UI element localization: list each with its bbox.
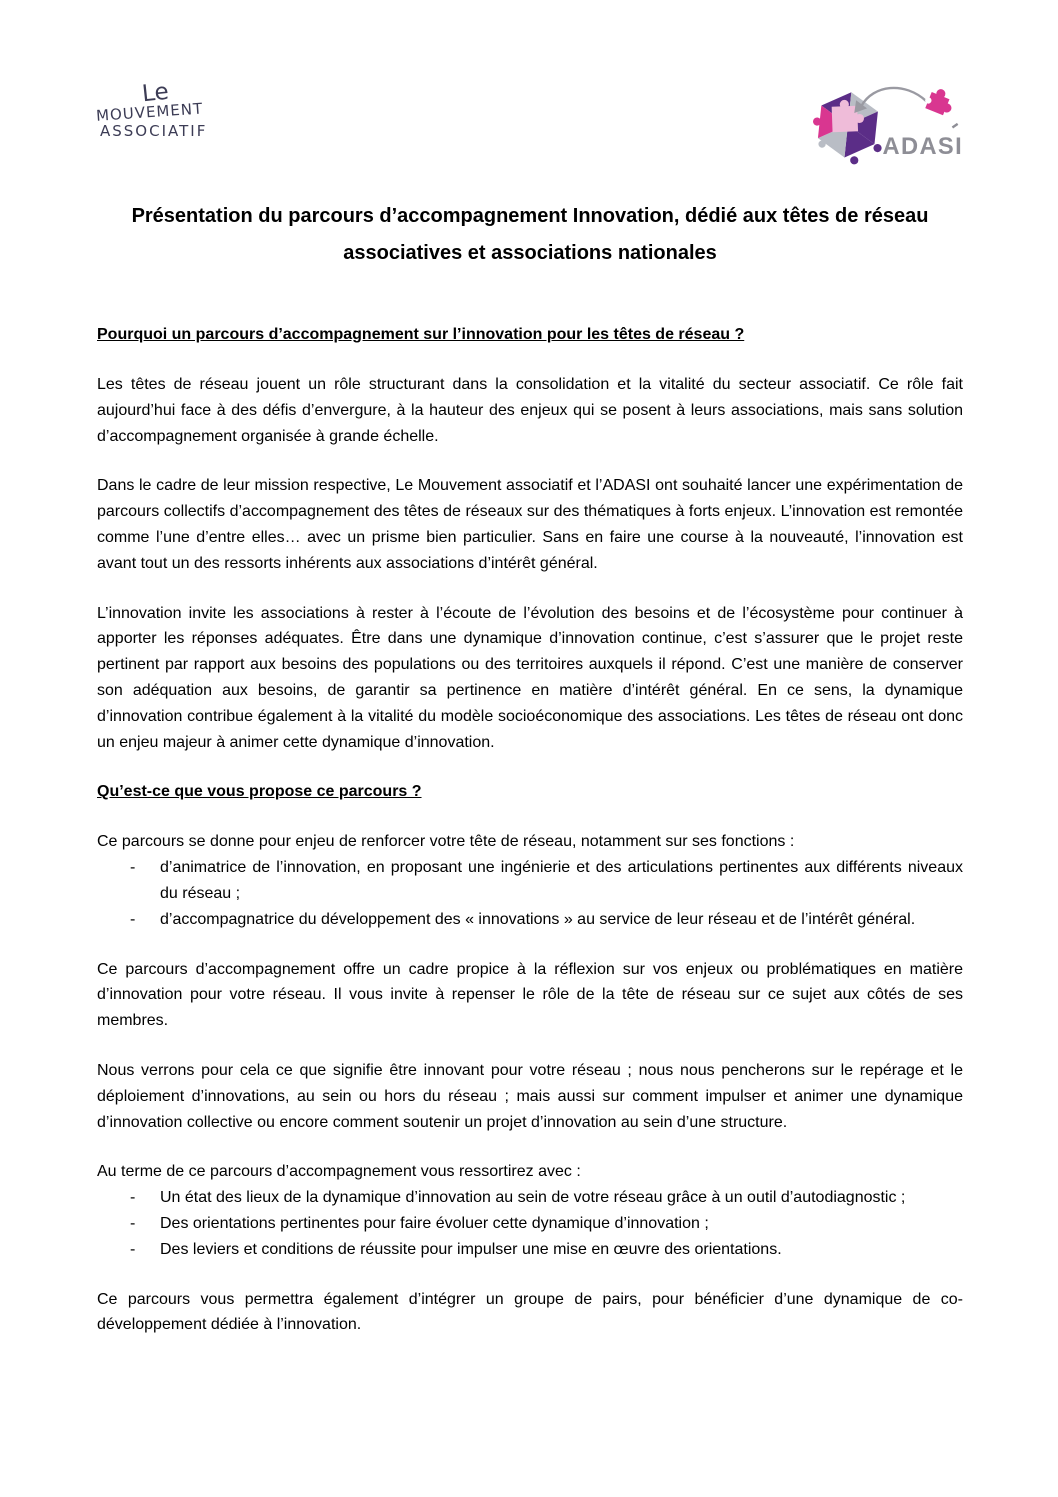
paragraph-roles: Les têtes de réseau jouent un rôle structurant dans la consolidation et la vitalité du secteur associatif. Ce rôle fait aujourd’hui face à des défis d’envergure, à la hauteur des enjeux qui se posent à leurs associations, mais sans solution d’accompagnement organisée à grande échelle. xyxy=(97,376,963,445)
mouvement-logo-line3: ASSOCIATIF xyxy=(100,122,208,140)
bullet-marker: - xyxy=(130,1214,136,1232)
paragraph-functions-intro: Ce parcours se donne pour enjeu de renforcer votre tête de réseau, notamment sur ses fonctions : xyxy=(97,833,795,851)
bullet-marker: - xyxy=(130,1240,136,1258)
paragraph-outcomes-intro: Au terme de ce parcours d’accompagnement vous ressortirez avec : xyxy=(97,1163,581,1181)
section-heading-why: Pourquoi un parcours d’accompagnement sur l’innovation pour les têtes de réseau ? xyxy=(97,326,745,343)
paragraph-program: Nous verrons pour cela ce que signifie être innovant pour votre réseau ; nous nous pencherons sur le repérage et le déploiement d’innovations, au sein ou hors du réseau ; mais aussi sur comment impulser et animer une dynamique d’innovation collective ou encore comment soutenir un projet d’innovation au sein d’une structure. xyxy=(97,1061,963,1131)
outcomes-list xyxy=(97,1185,963,1262)
adasi-logo-graphic xyxy=(806,78,970,168)
functions-list xyxy=(97,855,963,932)
paragraph-mission: Dans le cadre de leur mission respective, Le Mouvement associatif et l’ADASI ont souhaité lancer une expérimentation de parcours collectifs d’accompagnement des têtes de réseaux sur des thématiques à forts enjeux. L’innovation est remontée comme l’une d’entre elles… avec un prisme bien particulier. Sans en faire une course à la nouveauté, l’innovation est avant tout un des ressorts inhérents aux associations d’intérêt général. xyxy=(97,477,963,572)
list-item-text: Des orientations pertinentes pour faire évoluer cette dynamique d’innovation ; xyxy=(160,1214,709,1232)
bullet-marker: - xyxy=(130,1189,136,1207)
paragraph-framework: Ce parcours d’accompagnement offre un cadre propice à la réflexion sur vos enjeux ou problématiques en matière d’innovation pour votre réseau. Il vous invite à repenser le rôle de la tête de réseau sur ce sujet aux côtés de ses membres. xyxy=(97,960,963,1030)
mouvement-associatif-logo xyxy=(96,80,207,139)
bullet-marker: - xyxy=(130,859,136,877)
adasi-logo xyxy=(806,78,970,168)
paragraph-peer-group: Ce parcours vous permettra également d’intégrer un groupe de pairs, pour bénéficier d’une dynamique de co-développement dédiée à l’innovation. xyxy=(97,1290,963,1334)
puzzle-hexagon xyxy=(809,89,887,168)
document-title: Présentation du parcours d’accompagnement Innovation, dédié aux têtes de réseau associatives et associations nationales xyxy=(131,205,929,264)
adasi-wordmark: ADASI xyxy=(882,133,964,160)
bullet-marker: - xyxy=(130,910,136,928)
document-content xyxy=(97,198,963,1362)
list-item xyxy=(97,907,963,933)
list-item xyxy=(97,855,963,907)
paragraph-innovation: L’innovation invite les associations à rester à l’écoute de l’évolution des besoins et de l’écosystème pour continuer à apporter les réponses adéquates. Être dans une dynamique d’innovation continue, c’est s’assurer que le projet reste pertinent par rapport aux besoins des populations ou des territoires auxquels il répond. C’est une manière de conserver son adéquation aux besoins, de garantir sa pertinence en matière d’intérêt général. En ce sens, la dynamique d’innovation contribue également à la vitalité du modèle socioéconomique des associations. Les têtes de réseau ont donc un enjeu majeur à animer cette dynamique d’innovation. xyxy=(97,604,963,751)
mouvement-logo-line1: Le xyxy=(140,78,170,108)
list-item-text: d’animatrice de l’innovation, en proposant une ingénierie et des articulations pertinentes aux différents niveaux du réseau ; xyxy=(160,859,963,902)
list-item xyxy=(97,1211,963,1237)
mouvement-logo-line2: MOUVEMENT xyxy=(95,99,204,125)
list-item xyxy=(97,1237,963,1263)
list-item-text: d’accompagnatrice du développement des « innovations » au service de leur réseau et de l’intérêt général. xyxy=(160,910,916,928)
list-item-text: Un état des lieux de la dynamique d’innovation au sein de votre réseau grâce à un outil d’autodiagnostic ; xyxy=(160,1189,906,1207)
puzzle-piece-flying xyxy=(922,85,957,117)
list-item-text: Des leviers et conditions de réussite pour impulser une mise en œuvre des orientations. xyxy=(160,1240,782,1258)
section-heading-offer: Qu’est-ce que vous propose ce parcours ? xyxy=(97,783,422,801)
list-item xyxy=(97,1185,963,1211)
